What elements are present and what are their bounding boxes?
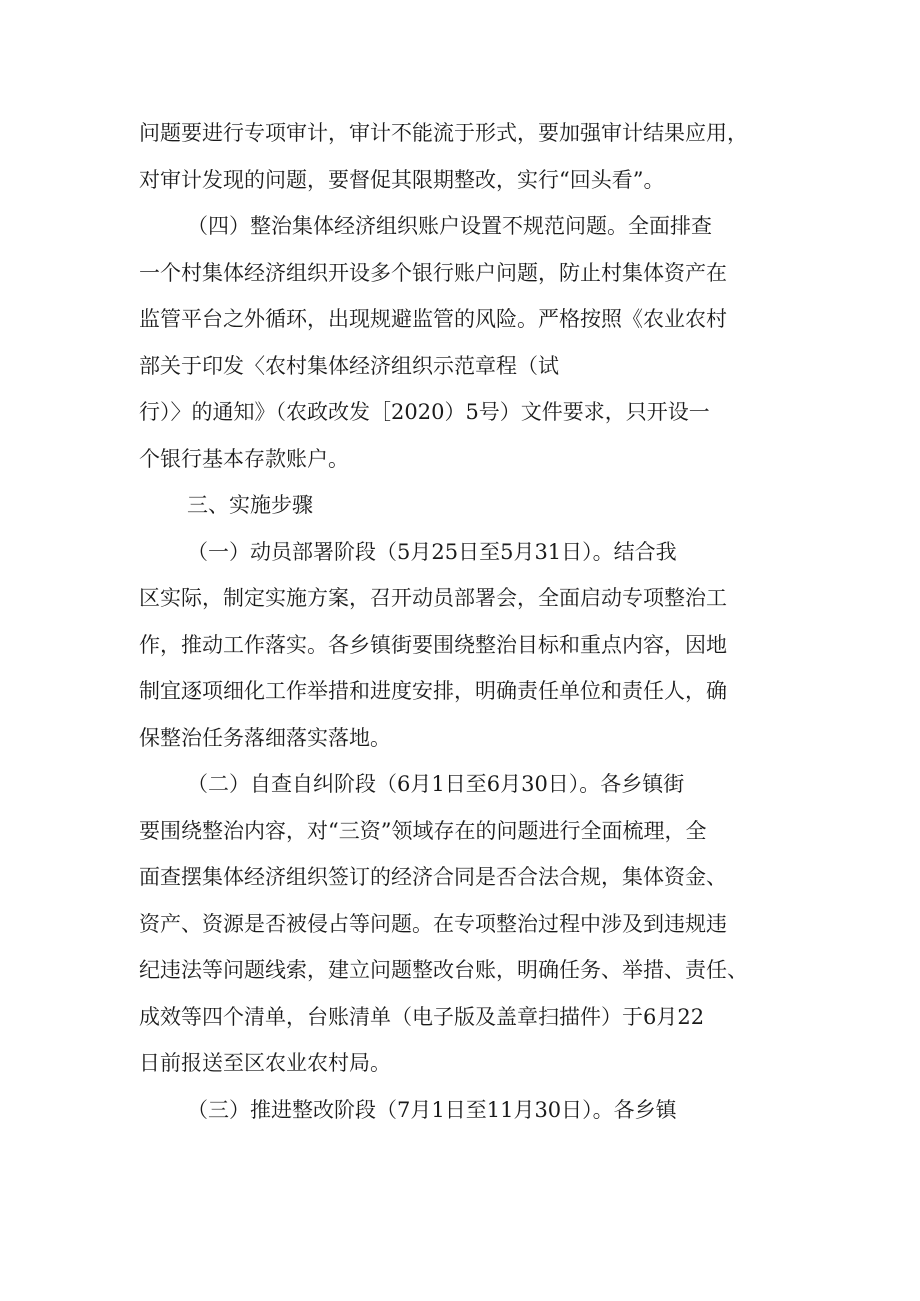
text-line: 资产、资源是否被侵占等问题。在专项整治过程中涉及到违规违 (139, 911, 727, 936)
text-line: （三）推进整改阶段（7月1日至11月30日）。各乡镇 (187, 1097, 677, 1122)
text-line: 成效等四个清单，台账清单（电子版及盖章扫描件）于6月22 (139, 1004, 705, 1029)
text-line: 保整治任务落细落实落地。 (139, 725, 391, 750)
text-line: 区实际，制定实施方案，召开动员部署会，全面启动专项整治工 (139, 586, 727, 610)
text-line: （四）整治集体经济组织账户设置不规范问题。全面排查 (187, 214, 712, 238)
text-line: 纪违法等问题线索，建立问题整改台账，明确任务、举措、责任、 (139, 958, 748, 982)
text-line: 行）〉的通知》（农政改发［2020）5号）文件要求，只开设一 (139, 400, 710, 424)
text-line: （一）动员部署阶段（5月25日至5月31日）。结合我 (187, 539, 677, 564)
text-line: 问题要进行专项审计，审计不能流于形式，要加强审计结果应用， (139, 121, 748, 145)
text-line: （二）自查自纠阶段（6月1日至6月30日）。各乡镇街 (187, 772, 685, 796)
text-line: 日前报送至区农业农村局。 (139, 1051, 391, 1075)
text-line: 一个村集体经济组织开设多个银行账户问题，防止村集体资产在 (139, 260, 727, 285)
text-line: 监管平台之外循环，出现规避监管的风险。严格按照《农业农村 (139, 307, 727, 331)
text-line: 部关于印发〈农村集体经济组织示范章程（试 (139, 353, 559, 378)
document-body (139, 110, 789, 1133)
text-line: 个银行基本存款账户。 (139, 446, 349, 471)
text-line: 要围绕整治内容，对“三资”领域存在的问题进行全面梳理，全 (139, 818, 707, 843)
text-line: 制宜逐项细化工作举措和进度安排，明确责任单位和责任人，确 (139, 679, 727, 703)
text-line: 作，推动工作落实。各乡镇街要围绕整治目标和重点内容，因地 (139, 632, 727, 657)
section-heading: 三、实施步骤 (187, 493, 313, 517)
text-line: 面查摆集体经济组织签订的经济合同是否合法合规，集体资金、 (139, 865, 727, 889)
text-line: 对审计发现的问题，要督促其限期整改，实行“回头看”。 (139, 167, 665, 192)
